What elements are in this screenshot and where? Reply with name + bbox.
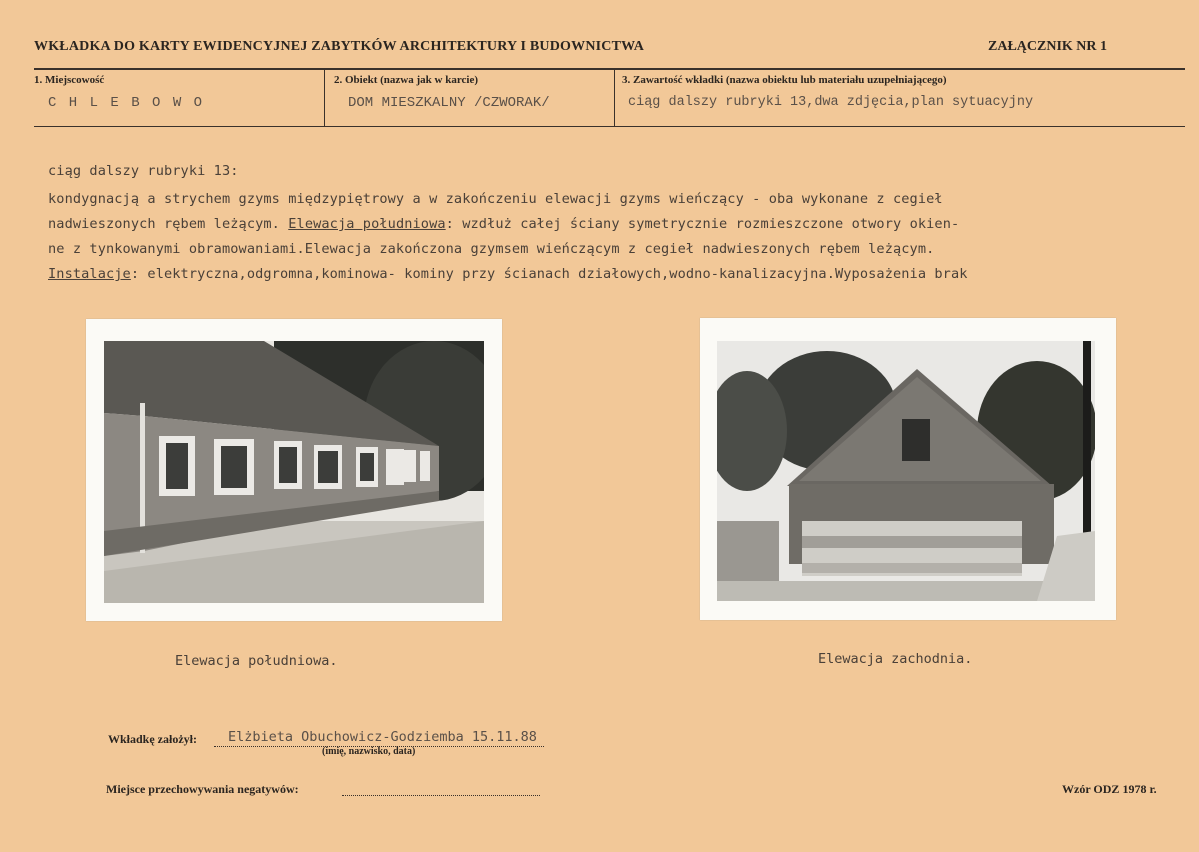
body-line: kondygnacją a strychem gzyms międzypiętrowy a w zakończeniu elewacji gzyms wieńczący - oba wykonane z cegieł bbox=[48, 191, 943, 207]
author-hint: (imię, nazwisko, data) bbox=[322, 746, 416, 757]
field-value-locality: C H L E B O W O bbox=[48, 95, 205, 111]
photo-image bbox=[104, 341, 484, 603]
photo-caption: Elewacja zachodnia. bbox=[818, 651, 973, 667]
author-value: Elżbieta Obuchowicz-Godziemba 15.11.88 bbox=[228, 729, 537, 745]
negatives-dotted-line bbox=[342, 795, 540, 796]
body-line bbox=[48, 266, 968, 282]
field-divider bbox=[324, 70, 325, 126]
author-label: Wkładkę założył: bbox=[108, 732, 197, 746]
photo-caption: Elewacja południowa. bbox=[175, 653, 338, 669]
photo-west-elevation bbox=[700, 318, 1116, 620]
field-divider bbox=[614, 70, 615, 126]
document-title: WKŁADKA DO KARTY EWIDENCYJNEJ ZABYTKÓW ARCHITEKTURY I BUDOWNICTWA bbox=[34, 39, 645, 54]
negatives-label: Miejsce przechowywania negatywów: bbox=[106, 782, 299, 796]
header-rule bbox=[34, 68, 1185, 70]
field-label-contents: 3. Zawartość wkładki (nazwa obiektu lub materiału uzupełniającego) bbox=[622, 74, 947, 86]
underlined-heading: Elewacja południowa bbox=[288, 216, 446, 232]
field-value-contents: ciąg dalszy rubryki 13,dwa zdjęcia,plan sytuacyjny bbox=[628, 95, 1034, 110]
underlined-heading: Instalacje bbox=[48, 266, 131, 282]
field-label-object: 2. Obiekt (nazwa jak w karcie) bbox=[334, 74, 479, 86]
photo-south-elevation bbox=[86, 319, 502, 621]
body-line: ciąg dalszy rubryki 13: bbox=[48, 163, 239, 179]
photo-image bbox=[717, 341, 1095, 601]
fields-bottom-rule bbox=[34, 126, 1185, 127]
body-text: : elektryczna,odgromna,kominowa- kominy przy ścianach działowych,wodno-kanalizacyjna.Wyposażenia brak bbox=[130, 266, 968, 282]
form-code: Wzór ODZ 1978 r. bbox=[1062, 782, 1157, 796]
annex-number: ZAŁĄCZNIK NR 1 bbox=[988, 39, 1108, 54]
body-line: ne z tynkowanymi obramowaniami.Elewacja zakończona gzymsem wieńczącym z cegieł nadwieszonych rębem leżącym. bbox=[48, 241, 935, 257]
field-label-locality: 1. Miejscowość bbox=[34, 74, 105, 86]
field-value-object: DOM MIESZKALNY /CZWORAK/ bbox=[348, 95, 550, 111]
body-text: nadwieszonych rębem leżącym. bbox=[48, 216, 289, 232]
body-line bbox=[48, 216, 959, 232]
body-text: : wzdłuż całej ściany symetrycznie rozmieszczone otwory okien- bbox=[445, 216, 960, 232]
